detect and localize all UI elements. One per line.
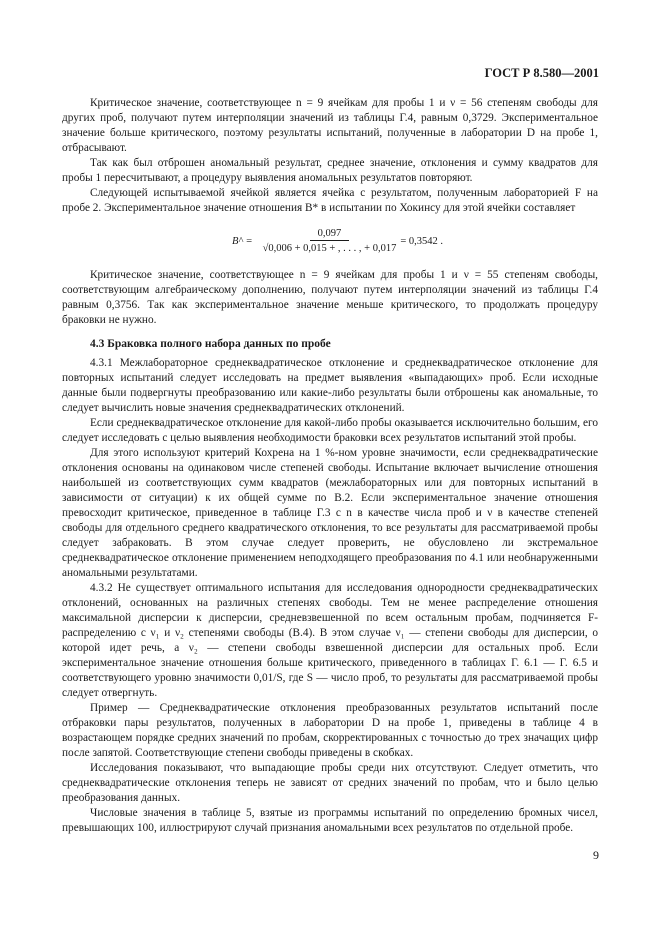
document-body	[62, 96, 598, 836]
paragraph: 4.3.2 Не существует оптимального испытания для исследования однородности среднеквадратических отклонений, основанных на различных степенях свободы. Тем не менее распределение отношения максимальной дисперсии к дисперсии, средневзвешенной по всем остальным пробам, подчиняется F-распределению с ν₁ и ν₂ степенями свободы (В.4). В этом случае ν₁ — степени свободы для дисперсии, о которой идет речь, а ν₂ — степени свободы взвешенной дисперсии для остальных проб. Если экспериментальное значение отношения больше критического, приведенного в таблицах Г. 6.1 — Г. 6.5 и соответствующего уровню значимости 0,01/S, где S — число проб, то результаты для рассматриваемой пробы следует отвергнуть.	[62, 582, 598, 699]
formula-b-star	[232, 228, 598, 254]
paragraph: Пример — Среднеквадратические отклонения преобразованных результатов испытаний после отбраковки пары результатов, полученных в лаборатории D на пробе 1, приведены в таблице 4 в возрастающем порядке средних значений по пробам, скорректированных с точностью до трех значащих цифр после запятой. Соответствующие степени свободы приведены в скобках.	[62, 702, 598, 759]
document-header: ГОСТ Р 8.580—2001	[484, 66, 599, 80]
paragraph: Числовые значения в таблице 5, взятые из программы испытаний по определению бромных чисел, превышающих 100, иллюстрируют случай признания аномальными всех результатов по отдельной пробе.	[62, 807, 598, 834]
paragraph: Если среднеквадратическое отклонение для какой-либо пробы оказывается исключительно большим, его следует исследовать с целью выявления необходимости браковки всех результатов испытаний этой пробы.	[62, 417, 598, 444]
formula-fraction	[263, 228, 397, 254]
formula-denominator: √0,006 + 0,015 + , . . . , + 0,017	[262, 243, 397, 254]
page-number: 9	[593, 848, 599, 862]
formula-numerator: 0,097	[310, 228, 350, 241]
paragraph: 4.3.1 Межлабораторное среднеквадратическое отклонение и среднеквадратическое отклонение для повторных испытаний следует исследовать на предмет выявления «выпадающих» проб. Если исходные данные были подвергнуты преобразованию или какие-либо результаты были отброшены как аномальные, то следует вычислить новые значения среднеквадратических отклонений.	[62, 357, 598, 414]
formula-lhs: B^ =	[232, 235, 253, 247]
paragraph: Для этого используют критерий Кохрена на 1 %-ном уровне значимости, если среднеквадратические отклонения основаны на одинаковом числе степеней свободы. Испытание включает вычисление отношения наибольшей из соответствующих сумм квадратов (межлабораторных или для повторных испытаний в зависимости от ситуации) к их общей сумме по В.2. Если экспериментальное значение отношения превосходит критическое, приведенное в таблице Г.3 с n в качестве числа проб и ν в качестве степеней свободы для отдельного среднего квадратического отклонения, то все результаты для рассматриваемой пробы следует забраковать. В этом случае следует проверить, не обусловлено ли экстремальное среднеквадратическое отклонение применением неподходящего преобразования по 4.1 или необнаруженными аномальными результатами.	[62, 447, 598, 579]
section-heading: 4.3 Браковка полного набора данных по пробе	[90, 338, 331, 350]
paragraph: Исследования показывают, что выпадающие пробы среди них отсутствуют. Следует отметить, что среднеквадратические отклонения теперь не зависят от средних значений по пробам, что и было целью преобразования данных.	[62, 762, 598, 804]
formula-result: = 0,3542 .	[400, 235, 444, 247]
paragraph: Следующей испытываемой ячейкой является ячейка с результатом, полученным лабораторией F на пробе 2. Экспериментальное значение отношения B* в испытании по Хокинсу для этой ячейки составляет	[62, 187, 598, 214]
paragraph: Критическое значение, соответствующее n = 9 ячейкам для пробы 1 и ν = 56 степеням свободы для других проб, получают путем интерполяции значений из таблицы Г.4, равным 0,3729. Экспериментальное значение больше критического, поэтому результаты испытаний, полученные в лаборатории D на пробе 1, отбрасывают.	[62, 97, 598, 154]
paragraph: Так как был отброшен аномальный результат, среднее значение, отклонения и сумму квадратов для пробы 1 пересчитывают, а процедуру выявления аномальных результатов повторяют.	[62, 157, 598, 184]
paragraph: Критическое значение, соответствующее n = 9 ячейкам для пробы 1 и ν = 55 степеням свободы, соответствующим алгебраическому дополнению, получают путем интерполяции значений из таблицы Г.4 равным 0,3756. Так как экспериментальное значение меньше критического, то продолжать процедуру браковки не нужно.	[62, 269, 598, 326]
